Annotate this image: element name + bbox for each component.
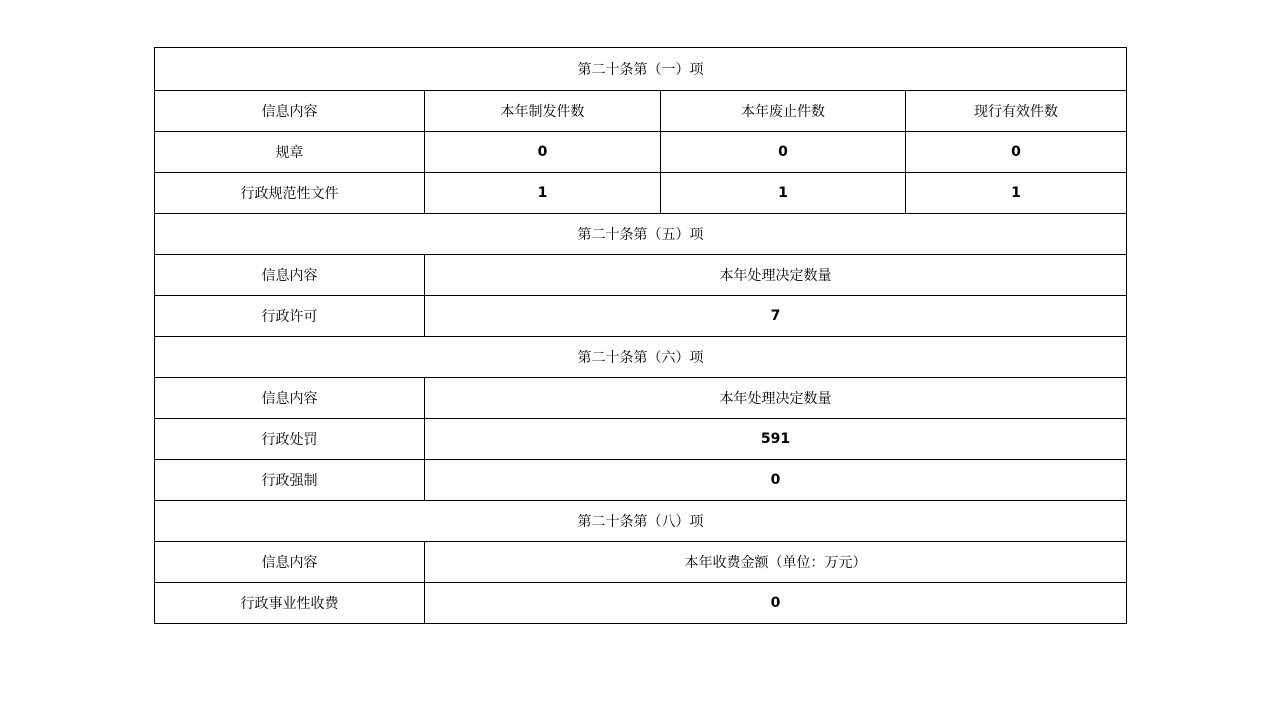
section-title: 第二十条第（一）项 [155,48,1127,91]
row-label: 行政事业性收费 [155,583,425,624]
table-header-row [155,91,1127,132]
table-row [155,419,1127,460]
row-label: 行政处罚 [155,419,425,460]
disclosure-table [154,47,1127,624]
row-value: 0 [425,583,1127,624]
abolished-count: 1 [661,173,906,214]
table-header-row [155,542,1127,583]
row-label: 行政许可 [155,296,425,337]
table-header-row [155,255,1127,296]
row-value: 591 [425,419,1127,460]
row-value: 7 [425,296,1127,337]
column-header-info: 信息内容 [155,255,425,296]
row-value: 0 [425,460,1127,501]
section-title: 第二十条第（八）项 [155,501,1127,542]
section-title-row [155,337,1127,378]
section-title: 第二十条第（六）项 [155,337,1127,378]
issued-count: 0 [425,132,661,173]
column-header-value: 本年收费金额（单位：万元） [425,542,1127,583]
section-title-row [155,214,1127,255]
column-header-issued: 本年制发件数 [425,91,661,132]
column-header-info: 信息内容 [155,378,425,419]
table-row [155,583,1127,624]
valid-count: 0 [906,132,1127,173]
table-row [155,132,1127,173]
section-title-row [155,48,1127,91]
issued-count: 1 [425,173,661,214]
valid-count: 1 [906,173,1127,214]
table-header-row [155,378,1127,419]
table-row [155,296,1127,337]
row-label: 行政规范性文件 [155,173,425,214]
row-label: 规章 [155,132,425,173]
table-row [155,173,1127,214]
section-title-row [155,501,1127,542]
column-header-valid: 现行有效件数 [906,91,1127,132]
column-header-abolished: 本年废止件数 [661,91,906,132]
column-header-value: 本年处理决定数量 [425,378,1127,419]
column-header-info: 信息内容 [155,542,425,583]
section-title: 第二十条第（五）项 [155,214,1127,255]
abolished-count: 0 [661,132,906,173]
row-label: 行政强制 [155,460,425,501]
table-row [155,460,1127,501]
column-header-info: 信息内容 [155,91,425,132]
column-header-value: 本年处理决定数量 [425,255,1127,296]
